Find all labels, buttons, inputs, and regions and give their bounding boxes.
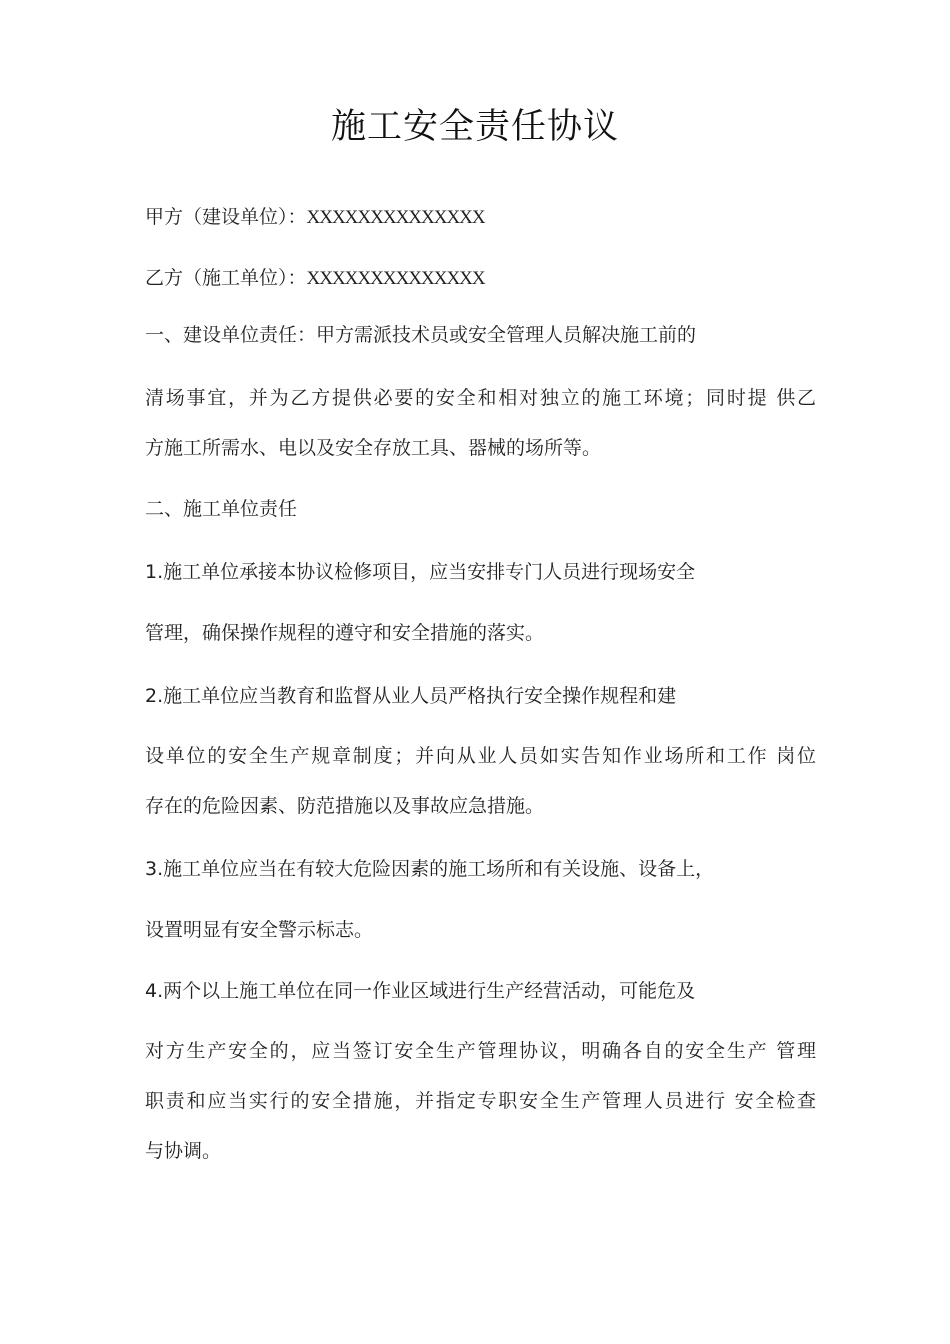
- item2-line1: [145, 683, 676, 709]
- item1-number: 1.: [145, 561, 164, 583]
- section1-line2: 清场事宜，并为乙方提供必要的安全和相对独立的施工环境；同时提 供乙: [145, 387, 816, 409]
- section1-line3: 方施工所需水、电以及安全存放工具、器械的场所等。: [145, 437, 602, 459]
- item4-line1: [145, 978, 695, 1004]
- item2-line2: 设单位的安全生产规章制度；并向从业人员如实告知作业场所和工作 岗位: [145, 745, 816, 767]
- item4-text: 两个以上施工单位在同一作业区域进行生产经营活动，可能危及: [163, 980, 696, 1002]
- section1-line1: 一、建设单位责任：甲方需派技术员或安全管理人员解决施工前的: [145, 324, 697, 346]
- item3-line2: 设置明显有安全警示标志。: [145, 919, 374, 941]
- item4-line3: 职责和应当实行的安全措施，并指定专职安全生产管理人员进行 安全检查: [145, 1090, 816, 1112]
- item4-number: 4.: [145, 980, 164, 1002]
- party-b-line: [145, 265, 485, 292]
- item2-number: 2.: [145, 685, 164, 707]
- document-title: 施工安全责任协议: [330, 107, 619, 147]
- party-a-label: 甲方（建设单位）：: [145, 206, 307, 228]
- party-b-label: 乙方（施工单位）：: [145, 267, 307, 289]
- item4-line2: 对方生产安全的，应当签订安全生产管理协议，明确各自的安全生产 管理: [145, 1040, 816, 1062]
- party-b-value: XXXXXXXXXXXXXX: [306, 268, 485, 289]
- item1-line2: 管理，确保操作规程的遵守和安全措施的落实。: [145, 622, 545, 644]
- party-a-value: XXXXXXXXXXXXXX: [306, 207, 485, 228]
- item4-line4: 与协调。: [145, 1140, 222, 1162]
- item3-number: 3.: [145, 858, 164, 880]
- item1-line1: [145, 559, 695, 585]
- item3-line1: [145, 856, 714, 882]
- section2-heading: 二、施工单位责任: [145, 498, 298, 520]
- item3-text: 施工单位应当在有较大危险因素的施工场所和有关设施、设备上，: [163, 858, 715, 880]
- party-a-line: [145, 204, 485, 231]
- item2-line3: 存在的危险因素、防范措施以及事故应急措施。: [145, 795, 545, 817]
- item2-text: 施工单位应当教育和监督从业人员严格执行安全操作规程和建: [163, 685, 677, 707]
- item1-text: 施工单位承接本协议检修项目，应当安排专门人员进行现场安全: [163, 561, 696, 583]
